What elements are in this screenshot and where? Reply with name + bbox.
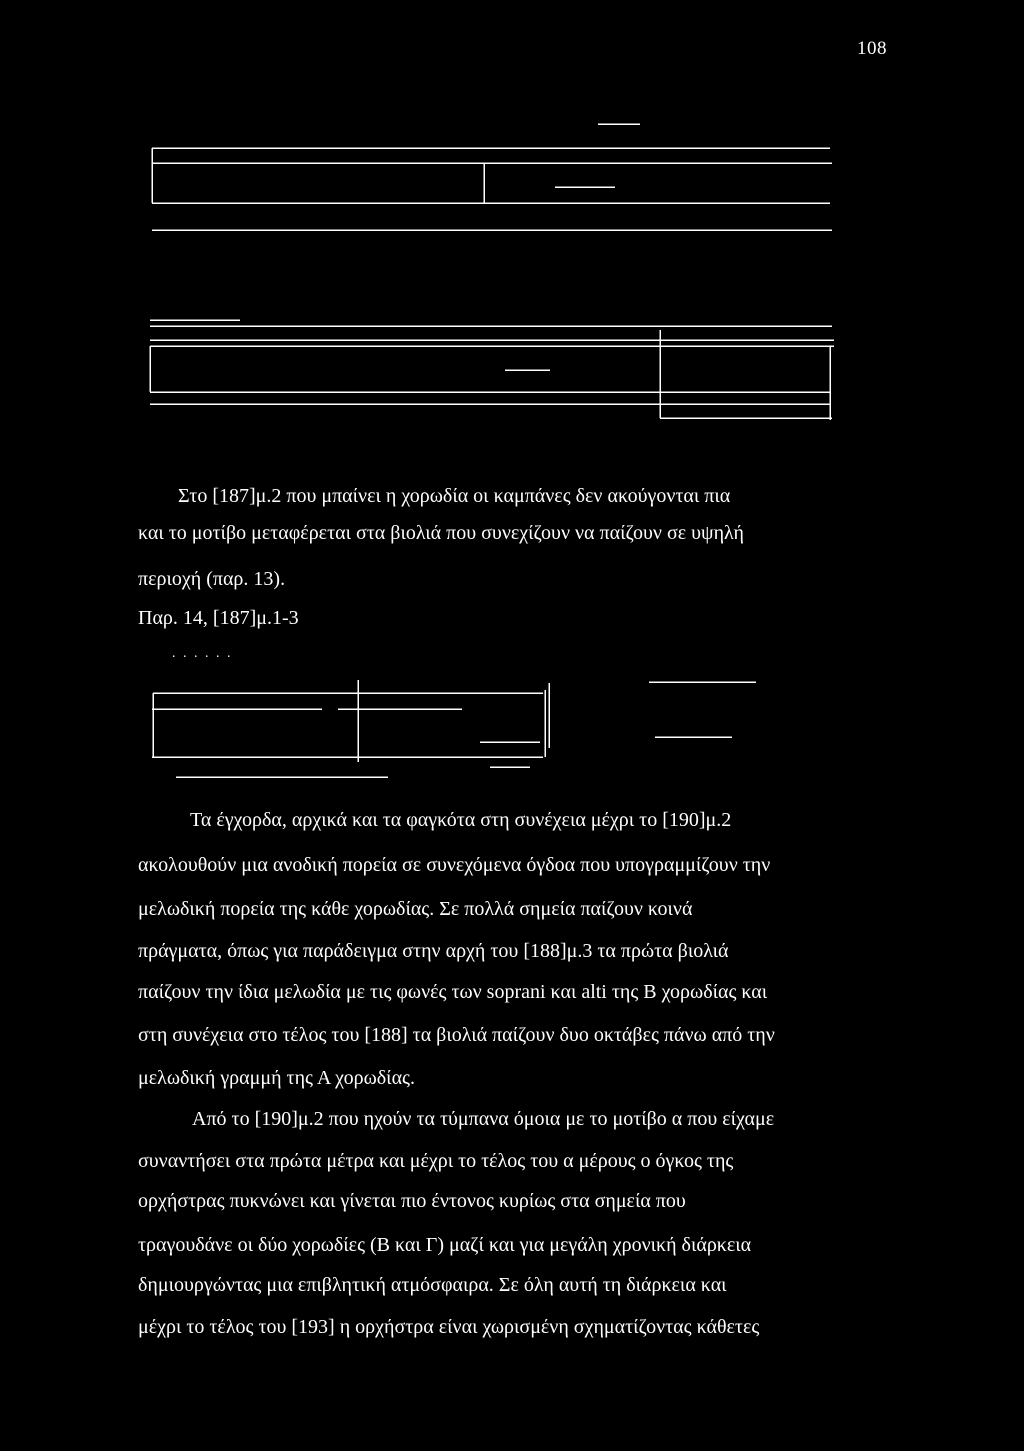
paragraph-3-line-3: ορχήστρας πυκνώνει και γίνεται πιο έντονος κυρίως στα σημεία που: [138, 1190, 686, 1212]
paragraph-3-line-1: Από το [190]μ.2 που ηχούν τα τύμπανα όμοια με το μοτίβο α που είχαμε: [192, 1108, 775, 1130]
paragraph-2-line-6: στη συνέχεια στο τέλος του [188] τα βιολιά παίζουν δυο οκτάβες πάνω από την: [138, 1024, 775, 1046]
paragraph-2-line-2: ακολουθούν μια ανοδική πορεία σε συνεχόμενα όγδοα που υπογραμμίζουν την: [138, 854, 771, 876]
paragraph-1-line-1: Στο [187]μ.2 που μπαίνει η χορωδία οι καμπάνες δεν ακούγονται πια: [178, 485, 731, 507]
paragraph-2-line-1: Τα έγχορδα, αρχικά και τα φαγκότα στη συνέχεια μέχρι το [190]μ.2: [190, 809, 732, 831]
paragraph-2-line-3: μελωδική πορεία της κάθε χορωδίας. Σε πολλά σημεία παίζουν κοινά: [138, 898, 693, 920]
paragraph-2-line-5: παίζουν την ίδια μελωδία με τις φωνές των soprani και alti της Β χορωδίας και: [138, 981, 768, 1003]
score-system-1: [152, 124, 832, 230]
paragraph-3-line-6: μέχρι το τέλος του [193] η ορχήστρα είναι χωρισμένη σχηματίζοντας κάθετες: [138, 1316, 760, 1338]
score-example-14: [152, 680, 756, 777]
score-system-2: [150, 320, 834, 420]
paragraph-3-line-4: τραγουδάνε οι δύο χορωδίες (Β και Γ) μαζί και για μεγάλη χρονική διάρκεια: [138, 1234, 752, 1256]
paragraph-1-line-2: και το μοτίβο μεταφέρεται στα βιολιά που συνεχίζουν να παίζουν σε υψηλή: [138, 522, 745, 544]
paragraph-2-line-4: πράγματα, όπως για παράδειγμα στην αρχή του [188]μ.3 τα πρώτα βιολιά: [138, 940, 729, 962]
paragraph-2-line-7: μελωδική γραμμή της Α χορωδίας.: [138, 1067, 415, 1089]
example-caption: Παρ. 14, [187]μ.1-3: [138, 607, 299, 629]
example-dots: . . . . . .: [172, 646, 233, 661]
paragraph-3-line-2: συναντήσει στα πρώτα μέτρα και μέχρι το τέλος του α μέρους ο όγκος της: [138, 1150, 734, 1172]
paragraph-3-line-5: δημιουργώντας μια επιβλητική ατμόσφαιρα. Σε όλη αυτή τη διάρκεια και: [138, 1274, 727, 1296]
paragraph-1-line-3: περιοχή (παρ. 13).: [138, 568, 286, 590]
page-number: 108: [857, 38, 887, 59]
